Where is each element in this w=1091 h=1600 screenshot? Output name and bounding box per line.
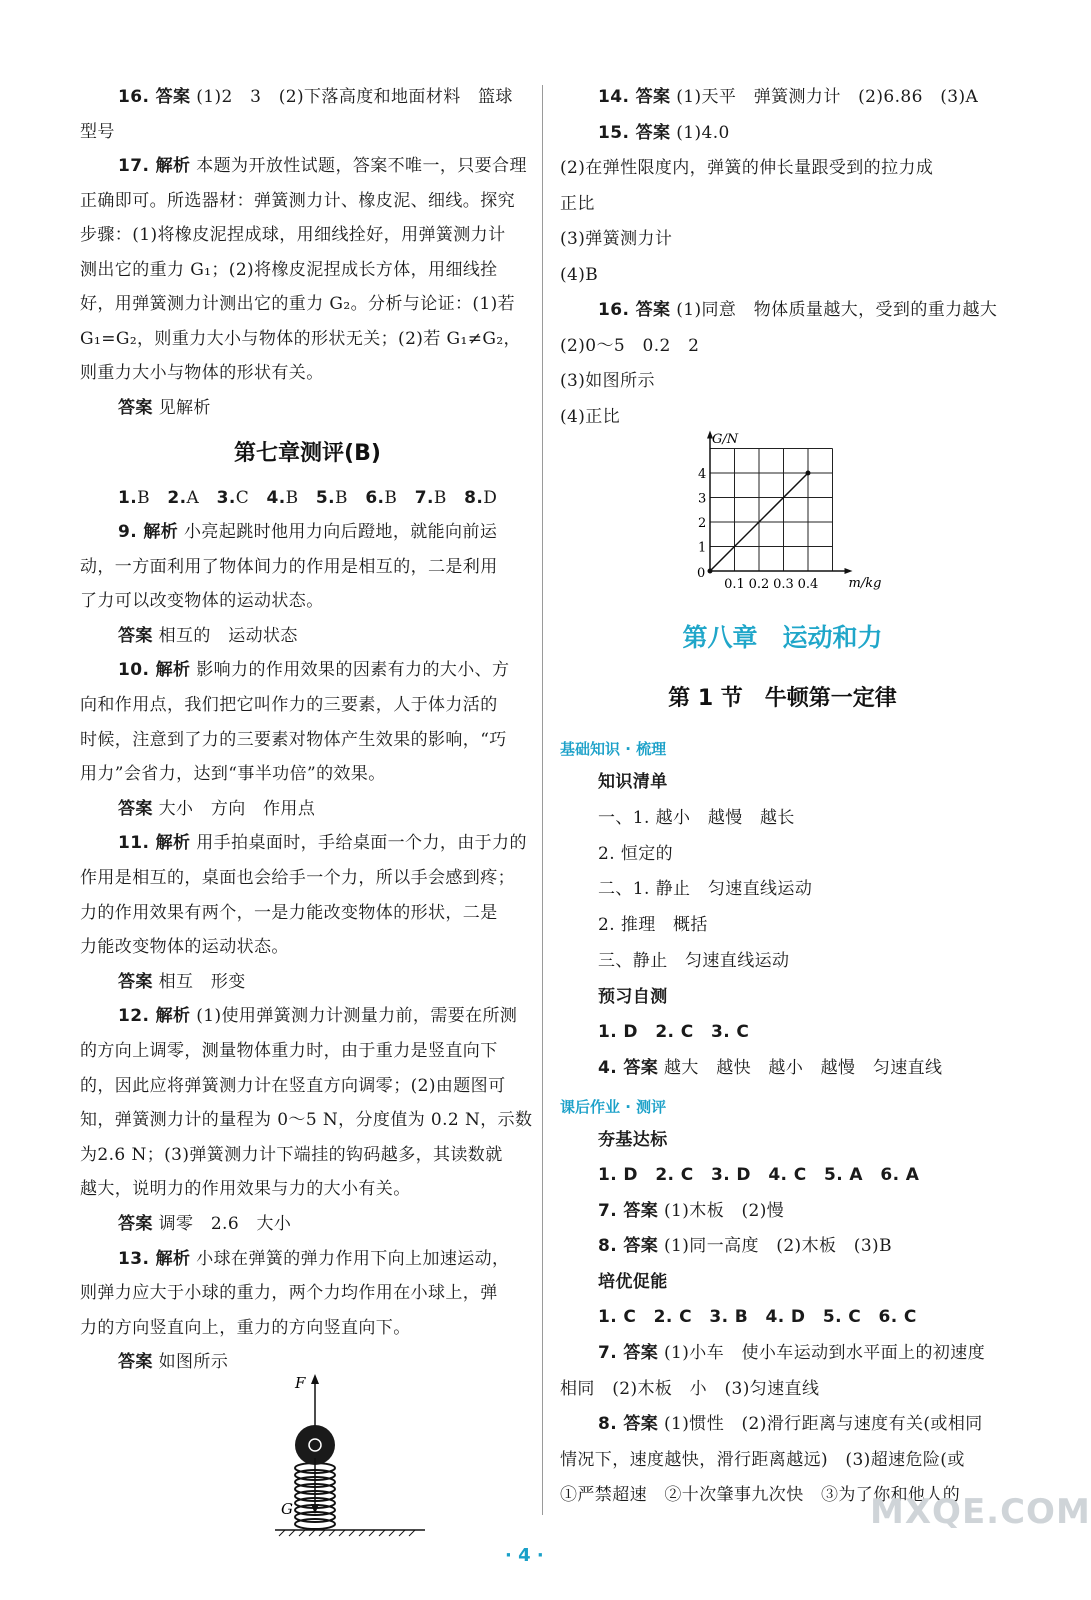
text-line: 用力”会省力，达到“事半功倍”的效果。 (80, 764, 386, 785)
mc-number: 1. (118, 488, 138, 508)
text-line: 7. 答案 (1)小车 使小车运动到水平面上的初速度 (598, 1343, 986, 1363)
preview-q4-answer: 4. 答案 越大 越快 越小 越慢 匀速直线 (598, 1058, 943, 1078)
mc-number: 5. (315, 488, 336, 508)
text-line: (4)正比 (560, 406, 621, 427)
text-line: 则弹力应大于小球的重力，两个力均作用在小球上，弹 (80, 1283, 498, 1304)
watermark: MXQE.COM (870, 1492, 1091, 1532)
text-line: 答案 相互的 运动状态 (118, 625, 298, 646)
text-line: G₁=G₂，则重力大小与物体的形状无关；(2)若 G₁≠G₂， (80, 328, 521, 349)
text-line: 16. 答案 (1)2 3 (2)下落高度和地面材料 篮球 (118, 87, 513, 107)
text-line: 的，因此应将弹簧测力计在竖直方向调零；(2)由题图可 (80, 1075, 506, 1096)
column-divider (542, 85, 543, 1515)
mc-number: 2. (167, 488, 187, 508)
mc-number: 3. (216, 488, 236, 508)
page-number: · 4 · (505, 1545, 544, 1566)
basic-mc-answers: 1. D 2. C 3. D 4. C 5. A 6. A (598, 1165, 920, 1185)
y-tick-label: 3 (698, 491, 707, 507)
x-tick-label: 0.2 (748, 577, 770, 592)
text-line: 8. 答案 (1)惯性 (2)滑行距离与速度有关(或相同 (598, 1414, 983, 1434)
text-line: (2)在弹性限度内，弹簧的伸长量跟受到的拉力成 (560, 158, 934, 178)
y-tick-label: 4 (698, 467, 707, 482)
knowledge-item: 一、1. 越小 越慢 越长 (598, 808, 795, 828)
chapter8-title: 第八章 运动和力 (682, 623, 883, 652)
text-line: 好，用弹簧测力计测出它的重力 G₂。分析与论证：(1)若 (80, 294, 516, 314)
preview-test-heading: 预习自测 (598, 987, 668, 1007)
data-point (708, 569, 713, 574)
chapter7-test-b-title: 第七章测评(B) (234, 441, 381, 466)
mc-number: 6. (365, 488, 385, 508)
mc-number: 7. (414, 488, 434, 508)
text-line: 10. 解析 影响力的作用效果的因素有力的大小、方 (118, 660, 510, 681)
y-tick-label: 2 (698, 516, 707, 531)
basic-q8-answer: 8. 答案 (1)同一高度 (2)木板 (3)B (598, 1236, 892, 1256)
mc-answer: A (186, 488, 200, 508)
multiple-choice-answers (118, 487, 497, 509)
mc-number: 4. (266, 488, 286, 508)
text-line: 力能改变物体的运动状态。 (80, 937, 289, 958)
advanced-practice-heading: 培优促能 (598, 1272, 668, 1292)
section-tag-homework: 课后作业 · 测评 (560, 1098, 667, 1116)
y-axis-label: G/N (712, 432, 739, 447)
knowledge-item: 三、静止 匀速直线运动 (598, 951, 790, 971)
text-line: 答案 如图所示 (118, 1352, 229, 1373)
x-axis-label: m/kg (848, 576, 882, 591)
section1-title: 第 1 节 牛顿第一定律 (668, 686, 897, 711)
text-line: 为2.6 N；(3)弹簧测力计下端挂的钩码越多，其读数就 (80, 1144, 503, 1165)
text-line: ①严禁超速 ②十次肇事九次快 ③为了你和他人的 (560, 1485, 961, 1505)
text-line: 知，弹簧测力计的量程为 0～5 N，分度值为 0.2 N，示数 (80, 1110, 533, 1131)
preview-mc-answers: 1. D 2. C 3. C (598, 1022, 750, 1042)
mc-answer: D (483, 488, 498, 508)
text-line: 相同 (2)木板 小 (3)匀速直线 (560, 1378, 820, 1399)
text-line: 答案 调零 2.6 大小 (118, 1214, 292, 1234)
x-tick-label: 0.4 (797, 577, 819, 592)
basic-practice-heading: 夯基达标 (598, 1130, 668, 1150)
text-line: 作用是相互的，桌面也会给手一个力，所以手会感到疼； (80, 868, 515, 888)
text-line: 动，一方面利用了物体间力的作用是相互的，二是利用 (80, 556, 498, 577)
text-line: (3)如图所示 (560, 371, 655, 391)
text-line: 16. 答案 (1)同意 物体质量越大，受到的重力越大 (598, 300, 998, 320)
text-line: 答案 相互 形变 (118, 971, 246, 992)
text-line: 越大，说明力的作用效果与力的大小有关。 (80, 1179, 411, 1200)
text-line: (2)0～5 0.2 2 (560, 335, 700, 356)
y-tick-label: 1 (698, 540, 707, 556)
knowledge-item: 二、1. 静止 匀速直线运动 (598, 879, 813, 899)
data-point (806, 471, 811, 476)
text-line: 答案 见解析 (118, 397, 211, 418)
mc-number: 8. (464, 488, 484, 508)
text-line: 15. 答案 (1)4.0 (598, 122, 730, 143)
x-tick-label: 0.3 (773, 577, 794, 592)
text-line: 13. 解析 小球在弹簧的弹力作用下向上加速运动， (118, 1248, 510, 1269)
basic-q7-answer: 7. 答案 (1)木板 (2)慢 (598, 1201, 785, 1221)
text-line: (3)弹簧测力计 (560, 229, 673, 249)
gravity-g-label: G (281, 1500, 293, 1518)
knowledge-item: 2. 恒定的 (598, 844, 674, 864)
spring-ball-figure (275, 1368, 435, 1538)
advanced-mc-answers: 1. C 2. C 3. B 4. D 5. C 6. C (598, 1307, 917, 1327)
mc-answer: B (137, 488, 150, 508)
text-line: 9. 解析 小亮起跳时他用力向后蹬地，就能向前运 (118, 522, 498, 542)
text-line: 14. 答案 (1)天平 弹簧测力计 (2)6.86 (3)A (598, 87, 979, 107)
mc-answer: B (335, 488, 348, 508)
text-line: 则重力大小与物体的形状有关。 (80, 363, 324, 383)
text-line: 步骤：(1)将橡皮泥捏成球，用细线拴好，用弹簧测力计 (80, 225, 506, 245)
text-line: 时候，注意到了力的三要素对物体产生效果的影响，“巧 (80, 729, 507, 750)
mc-answer: C (235, 488, 250, 508)
text-line: 了力可以改变物体的运动状态。 (80, 591, 324, 612)
section-tag-basic-knowledge: 基础知识 · 梳理 (560, 740, 667, 758)
text-line: 情况下，速度越快，滑行距离越远) (3)超速危险(或 (560, 1449, 965, 1470)
mc-answer: B (384, 488, 398, 508)
knowledge-list-heading: 知识清单 (598, 772, 668, 792)
mc-answer: B (285, 488, 299, 508)
x-axis-arrow (845, 568, 853, 574)
mc-answer: B (433, 488, 447, 508)
text-line: 11. 解析 用手拍桌面时，手给桌面一个力，由于力的 (118, 833, 527, 854)
g-m-line-chart (690, 433, 910, 593)
x-tick-label: 0.1 (724, 577, 745, 592)
text-line: 向和作用点，我们把它叫作力的三要素，人于体力活的 (80, 695, 498, 715)
knowledge-item: 2. 推理 概括 (598, 915, 708, 935)
text-line: 答案 大小 方向 作用点 (118, 798, 316, 819)
text-line: 17. 解析 本题为开放性试题，答案不唯一，只要合理 (118, 156, 527, 176)
text-line: 型号 (80, 121, 115, 142)
text-line: 正比 (560, 193, 595, 214)
text-line: 力的作用效果有两个，一是力能改变物体的形状，二是 (80, 902, 498, 923)
text-line: 正确即可。所选器材：弹簧测力计、橡皮泥、细线。探究 (80, 190, 515, 211)
origin-label: 0 (697, 566, 706, 581)
force-f-label: F (295, 1374, 306, 1392)
text-line: 测出它的重力 G₁；(2)将橡皮泥捏成长方体，用细线拴 (80, 259, 498, 280)
text-line: 12. 解析 (1)使用弹簧测力计测量力前，需要在所测 (118, 1006, 518, 1027)
text-line: 的方向上调零，测量物体重力时，由于重力是竖直向下 (80, 1041, 498, 1061)
text-line: 力的方向竖直向上，重力的方向竖直向下。 (80, 1317, 411, 1338)
text-line: (4)B (560, 264, 599, 285)
